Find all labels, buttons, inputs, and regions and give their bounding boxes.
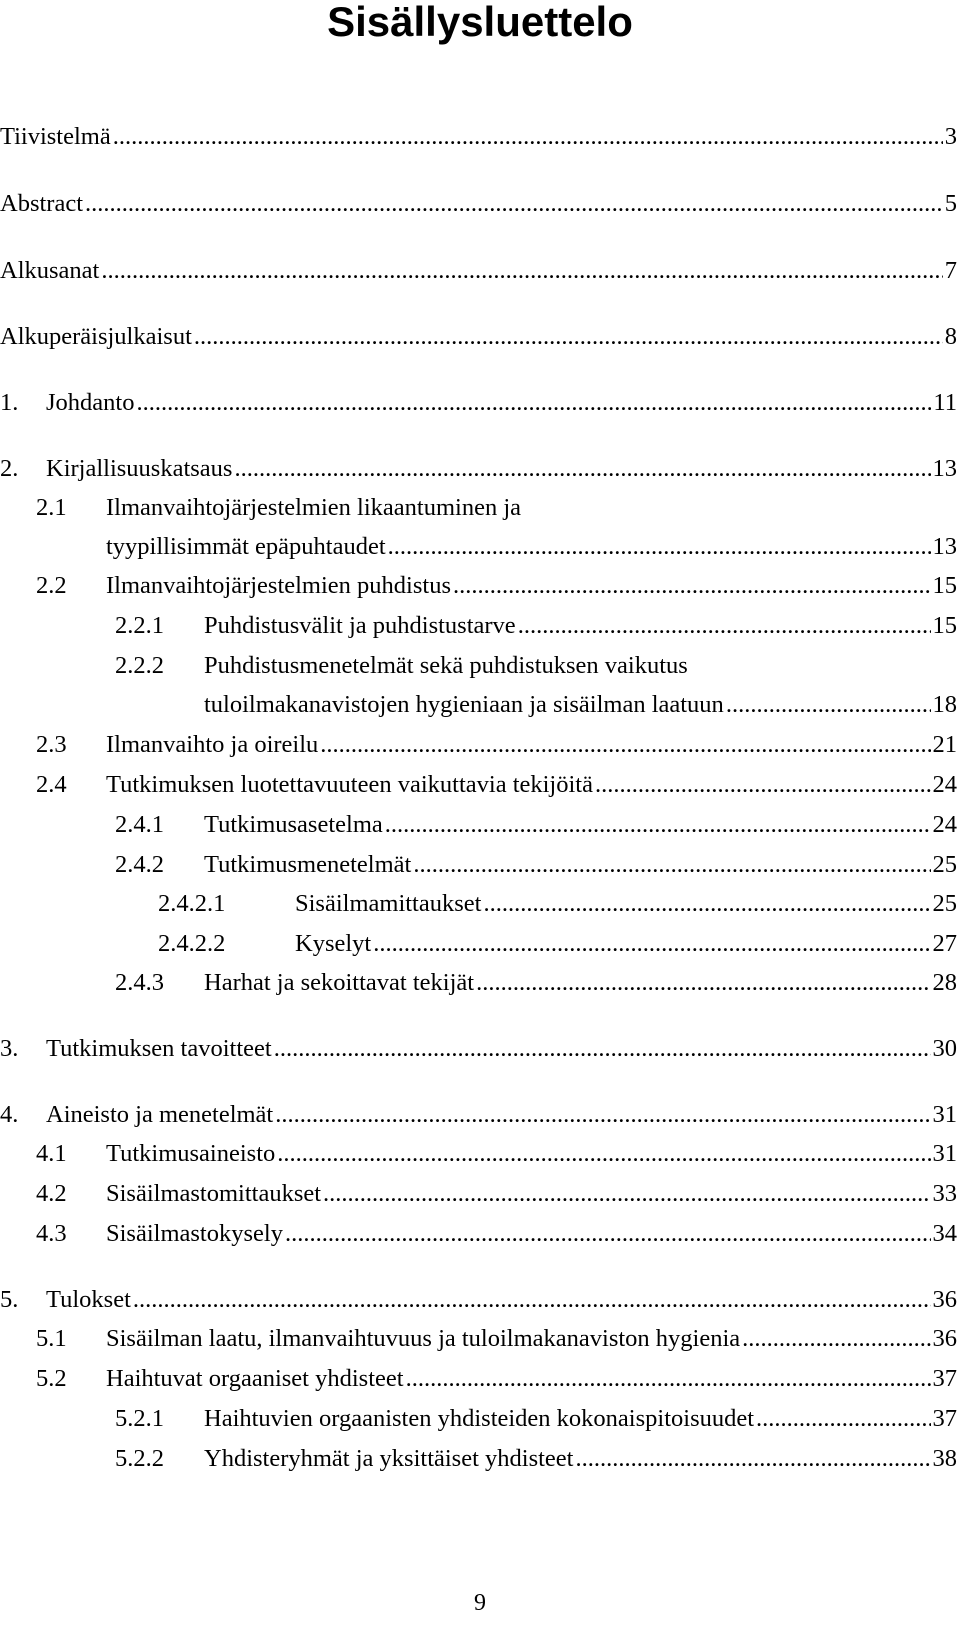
toc-entry[interactable] <box>36 1320 957 1354</box>
toc-entry-title: Ilmanvaihtojärjestelmien puhdistus <box>106 572 451 599</box>
toc-entry-title: Kyselyt <box>295 930 372 957</box>
dot-leader <box>388 532 931 562</box>
toc-entry[interactable] <box>36 1135 957 1169</box>
toc-entry-title: Abstract <box>0 190 83 217</box>
toc-entry-title: Tutkimusaineisto <box>106 1140 276 1167</box>
toc-entry-number: 2.4.2 <box>115 851 164 878</box>
toc-entry-page: 30 <box>932 1035 957 1062</box>
toc-entry-continuation[interactable] <box>204 686 957 720</box>
toc-entry[interactable] <box>36 1215 957 1249</box>
dot-leader <box>413 850 930 880</box>
toc-entry[interactable] <box>115 1400 957 1434</box>
toc-entry[interactable] <box>0 185 957 219</box>
toc-entry-page: 5 <box>944 190 957 217</box>
toc-entry-title: Yhdisteryhmät ja yksittäiset yhdisteet <box>204 1445 574 1472</box>
toc-entry-title: Kirjallisuuskatsaus <box>46 455 233 482</box>
dot-leader <box>113 122 943 152</box>
toc-entry-page: 8 <box>944 323 957 350</box>
dot-leader <box>453 571 931 601</box>
toc-entry-page: 38 <box>932 1445 957 1472</box>
toc-entry-title: Tiivistelmä <box>0 123 111 150</box>
toc-entry[interactable] <box>115 607 957 641</box>
toc-entry[interactable] <box>36 567 957 601</box>
toc-entry-title: Ilmanvaihtojärjestelmien likaantuminen ja <box>106 494 522 521</box>
toc-entry-page: 36 <box>932 1286 957 1313</box>
toc-entry-title: Johdanto <box>46 389 135 416</box>
dot-leader <box>85 189 943 219</box>
dot-leader <box>285 1219 931 1249</box>
dot-leader <box>136 388 931 418</box>
toc-entry-number: 2.4.1 <box>115 811 164 838</box>
toc-entry-title: Aineisto ja menetelmät <box>46 1101 274 1128</box>
dot-leader <box>277 1139 930 1169</box>
toc-entry-title: Harhat ja sekoittavat tekijät <box>204 969 475 996</box>
dot-leader <box>133 1285 931 1315</box>
toc-entry-number: 2.2 <box>36 572 67 599</box>
toc-entry-page: 25 <box>932 890 957 917</box>
toc-entry-title: Haihtuvat orgaaniset yhdisteet <box>106 1365 404 1392</box>
toc-entry-title: Alkusanat <box>0 257 100 284</box>
toc-entry-number: 5. <box>0 1286 19 1313</box>
dot-leader <box>101 256 942 286</box>
toc-entry-title: Tutkimusmenetelmät <box>204 851 412 878</box>
toc-entry-title: Sisäilmastomittaukset <box>106 1180 322 1207</box>
toc-entry-page: 25 <box>932 851 957 878</box>
toc-entry-page: 15 <box>932 572 957 599</box>
toc-entry[interactable] <box>115 964 957 998</box>
toc-entry-number: 3. <box>0 1035 19 1062</box>
dot-leader <box>756 1404 930 1434</box>
dot-leader <box>274 1034 931 1064</box>
toc-entry-page: 13 <box>932 455 957 482</box>
toc-entry-number: 5.2 <box>36 1365 67 1392</box>
dot-leader <box>518 611 931 641</box>
toc-entry[interactable] <box>36 489 521 523</box>
toc-entry-page: 31 <box>932 1101 957 1128</box>
toc-entry-number: 5.2.2 <box>115 1445 164 1472</box>
dot-leader <box>385 810 931 840</box>
dot-leader <box>476 968 930 998</box>
toc-entry-title: Sisäilmastokysely <box>106 1220 283 1247</box>
toc-entry-page: 34 <box>932 1220 957 1247</box>
toc-entry-page: 37 <box>932 1405 957 1432</box>
toc-entry-continuation[interactable] <box>106 528 957 562</box>
toc-entry-title: Sisäilmamittaukset <box>295 890 482 917</box>
toc-entry[interactable] <box>0 318 957 352</box>
toc-entry-number: 2.3 <box>36 731 67 758</box>
dot-leader <box>373 929 930 959</box>
toc-entry[interactable] <box>115 806 957 840</box>
toc-entry-page: 15 <box>932 612 957 639</box>
toc-entry-number: 2.2.2 <box>115 652 164 679</box>
toc-entry-number: 5.2.1 <box>115 1405 164 1432</box>
toc-entry-number: 4.2 <box>36 1180 67 1207</box>
toc-entry[interactable] <box>0 450 957 484</box>
toc-entry-title: Sisäilman laatu, ilmanvaihtuvuus ja tuloilmakanaviston hygienia <box>106 1325 741 1352</box>
toc-entry-page: 36 <box>932 1325 957 1352</box>
toc-entry[interactable] <box>115 647 688 681</box>
toc-entry-number: 2.2.1 <box>115 612 164 639</box>
dot-leader <box>595 770 931 800</box>
toc-entry-title-continued: tuloilmakanavistojen hygieniaan ja sisäilman laatuun <box>204 691 724 718</box>
toc-entry-number: 4.3 <box>36 1220 67 1247</box>
toc-entry-title: Alkuperäisjulkaisut <box>0 323 192 350</box>
toc-entry-number: 2.4.2.2 <box>158 930 226 957</box>
toc-entry-number: 1. <box>0 389 19 416</box>
toc-entry-number: 2. <box>0 455 19 482</box>
toc-entry-title: Tulokset <box>46 1286 131 1313</box>
toc-entry-page: 24 <box>932 811 957 838</box>
toc-entry-number: 5.1 <box>36 1325 67 1352</box>
page-number: 9 <box>474 1590 486 1616</box>
toc-entry-page: 21 <box>932 731 957 758</box>
dot-leader <box>234 454 930 484</box>
toc-entry-number: 4. <box>0 1101 19 1128</box>
dot-leader <box>742 1324 930 1354</box>
toc-entry[interactable] <box>0 1030 957 1064</box>
dot-leader <box>323 1179 930 1209</box>
toc-entry[interactable] <box>36 1175 957 1209</box>
dot-leader <box>726 690 931 720</box>
toc-entry-page: 11 <box>933 389 957 416</box>
toc-entry[interactable] <box>0 384 957 418</box>
dot-leader <box>483 889 930 919</box>
toc-entry[interactable] <box>115 1440 957 1474</box>
toc-entry-page: 24 <box>932 771 957 798</box>
toc-entry-number: 2.4.3 <box>115 969 164 996</box>
toc-entry[interactable] <box>0 118 957 152</box>
toc-entry-page: 3 <box>944 123 957 150</box>
toc-entry-title: Haihtuvien orgaanisten yhdisteiden kokonaispitoisuudet <box>204 1405 755 1432</box>
toc-entry-title: Puhdistusmenetelmät sekä puhdistuksen vaikutus <box>204 652 688 679</box>
toc-entry[interactable] <box>0 252 957 286</box>
toc-entry[interactable] <box>0 1096 957 1130</box>
toc-entry-page: 13 <box>932 533 957 560</box>
toc-entry-title: Ilmanvaihto ja oireilu <box>106 731 319 758</box>
toc-entry[interactable] <box>36 766 957 800</box>
toc-entry[interactable] <box>36 726 957 760</box>
toc-entry-title: Puhdistusvälit ja puhdistustarve <box>204 612 516 639</box>
toc-entry-page: 33 <box>932 1180 957 1207</box>
toc-entry-number: 2.1 <box>36 494 67 521</box>
toc-entry-title: Tutkimuksen luotettavuuteen vaikuttavia tekijöitä <box>106 771 593 798</box>
page-title: Sisällysluettelo <box>327 0 633 45</box>
dot-leader <box>194 322 943 352</box>
toc-entry-number: 2.4 <box>36 771 67 798</box>
dot-leader <box>406 1364 931 1394</box>
toc-entry-page: 18 <box>932 691 957 718</box>
toc-entry-number: 4.1 <box>36 1140 67 1167</box>
toc-entry[interactable] <box>115 846 957 880</box>
toc-entry-page: 7 <box>944 257 957 284</box>
dot-leader <box>320 730 930 760</box>
toc-entry-number: 2.4.2.1 <box>158 890 226 917</box>
toc-entry[interactable] <box>0 1281 957 1315</box>
dot-leader <box>275 1100 930 1130</box>
toc-entry-page: 27 <box>932 930 957 957</box>
toc-entry-page: 28 <box>932 969 957 996</box>
toc-entry-page: 37 <box>932 1365 957 1392</box>
toc-entry[interactable] <box>36 1360 957 1394</box>
toc-entry-title: Tutkimusasetelma <box>204 811 383 838</box>
toc-entry-title: Tutkimuksen tavoitteet <box>46 1035 272 1062</box>
dot-leader <box>575 1444 930 1474</box>
toc-entry[interactable] <box>158 925 957 959</box>
toc-entry-title-continued: tyypillisimmät epäpuhtaudet <box>106 533 386 560</box>
toc-entry-page: 31 <box>932 1140 957 1167</box>
toc-entry[interactable] <box>158 885 957 919</box>
